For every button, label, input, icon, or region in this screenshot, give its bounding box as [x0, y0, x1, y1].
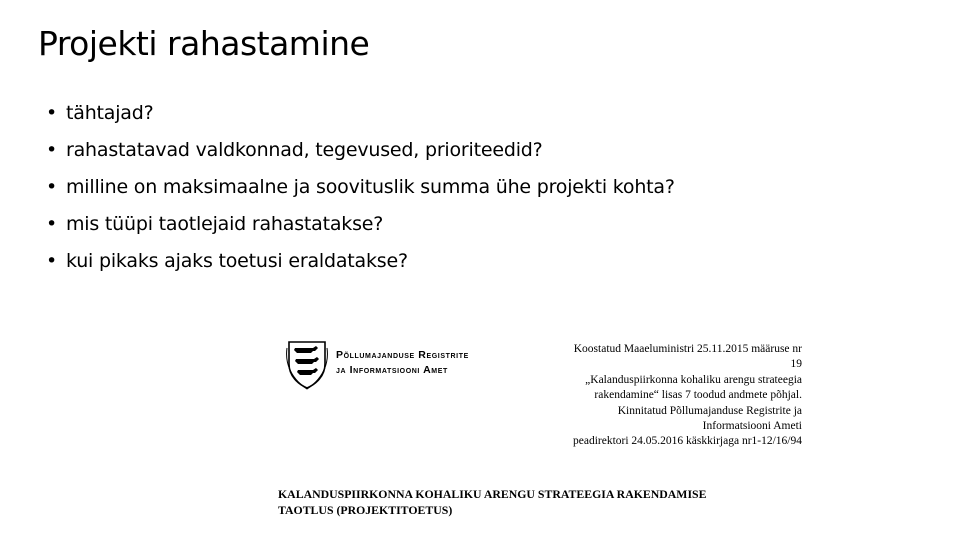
- approval-line: Informatsiooni Ameti: [702, 420, 802, 433]
- bullet-marker: •: [46, 102, 58, 124]
- document-image: [276, 330, 816, 530]
- slide-title: Projekti rahastamine: [38, 24, 370, 63]
- approval-line: „Kalanduspiirkonna kohaliku arengu strateegia: [585, 373, 802, 386]
- bullet-marker: •: [46, 213, 58, 235]
- document-title-line: TAOTLUS (PROJEKTITOETUS): [278, 503, 453, 517]
- agency-name: [336, 348, 469, 378]
- bullet-item: [46, 174, 675, 211]
- approval-line: peadirektori 24.05.2016 käskkirjaga nr1-12/16/94: [573, 435, 802, 448]
- bullet-item: [46, 211, 675, 248]
- bullet-item: [46, 100, 675, 137]
- bullet-text: tähtajad?: [66, 102, 154, 124]
- bullet-item: [46, 248, 675, 285]
- bullet-marker: •: [46, 250, 58, 272]
- bullet-text: mis tüüpi taotlejaid rahastatakse?: [66, 213, 384, 235]
- bullet-list: [46, 100, 675, 285]
- approval-line: Kinnitatud Põllumajanduse Registrite ja: [617, 404, 802, 417]
- agency-name-line: ja Informatsiooni Amet: [336, 364, 448, 376]
- bullet-text: milline on maksimaalne ja soovituslik summa ühe projekti kohta?: [66, 176, 675, 198]
- bullet-item: [46, 137, 675, 174]
- agency-name-line: Põllumajanduse Registrite: [336, 349, 469, 361]
- bullet-marker: •: [46, 176, 58, 198]
- estonian-coat-of-arms-icon: [286, 338, 328, 390]
- document-title-line: KALANDUSPIIRKONNA KOHALIKU ARENGU STRATEEGIA RAKENDAMISE: [278, 487, 707, 501]
- approval-line: Koostatud Maaeluministri 25.11.2015 määruse nr: [573, 343, 802, 355]
- bullet-text: rahastatavad valdkonnad, tegevused, prioriteedid?: [66, 139, 543, 161]
- approval-note: [573, 342, 802, 450]
- approval-line: 19: [790, 358, 802, 371]
- bullet-marker: •: [46, 139, 58, 161]
- document-title: [278, 486, 706, 518]
- approval-line: rakendamine“ lisas 7 toodud andmete põhjal.: [594, 389, 802, 402]
- bullet-text: kui pikaks ajaks toetusi eraldatakse?: [66, 250, 408, 272]
